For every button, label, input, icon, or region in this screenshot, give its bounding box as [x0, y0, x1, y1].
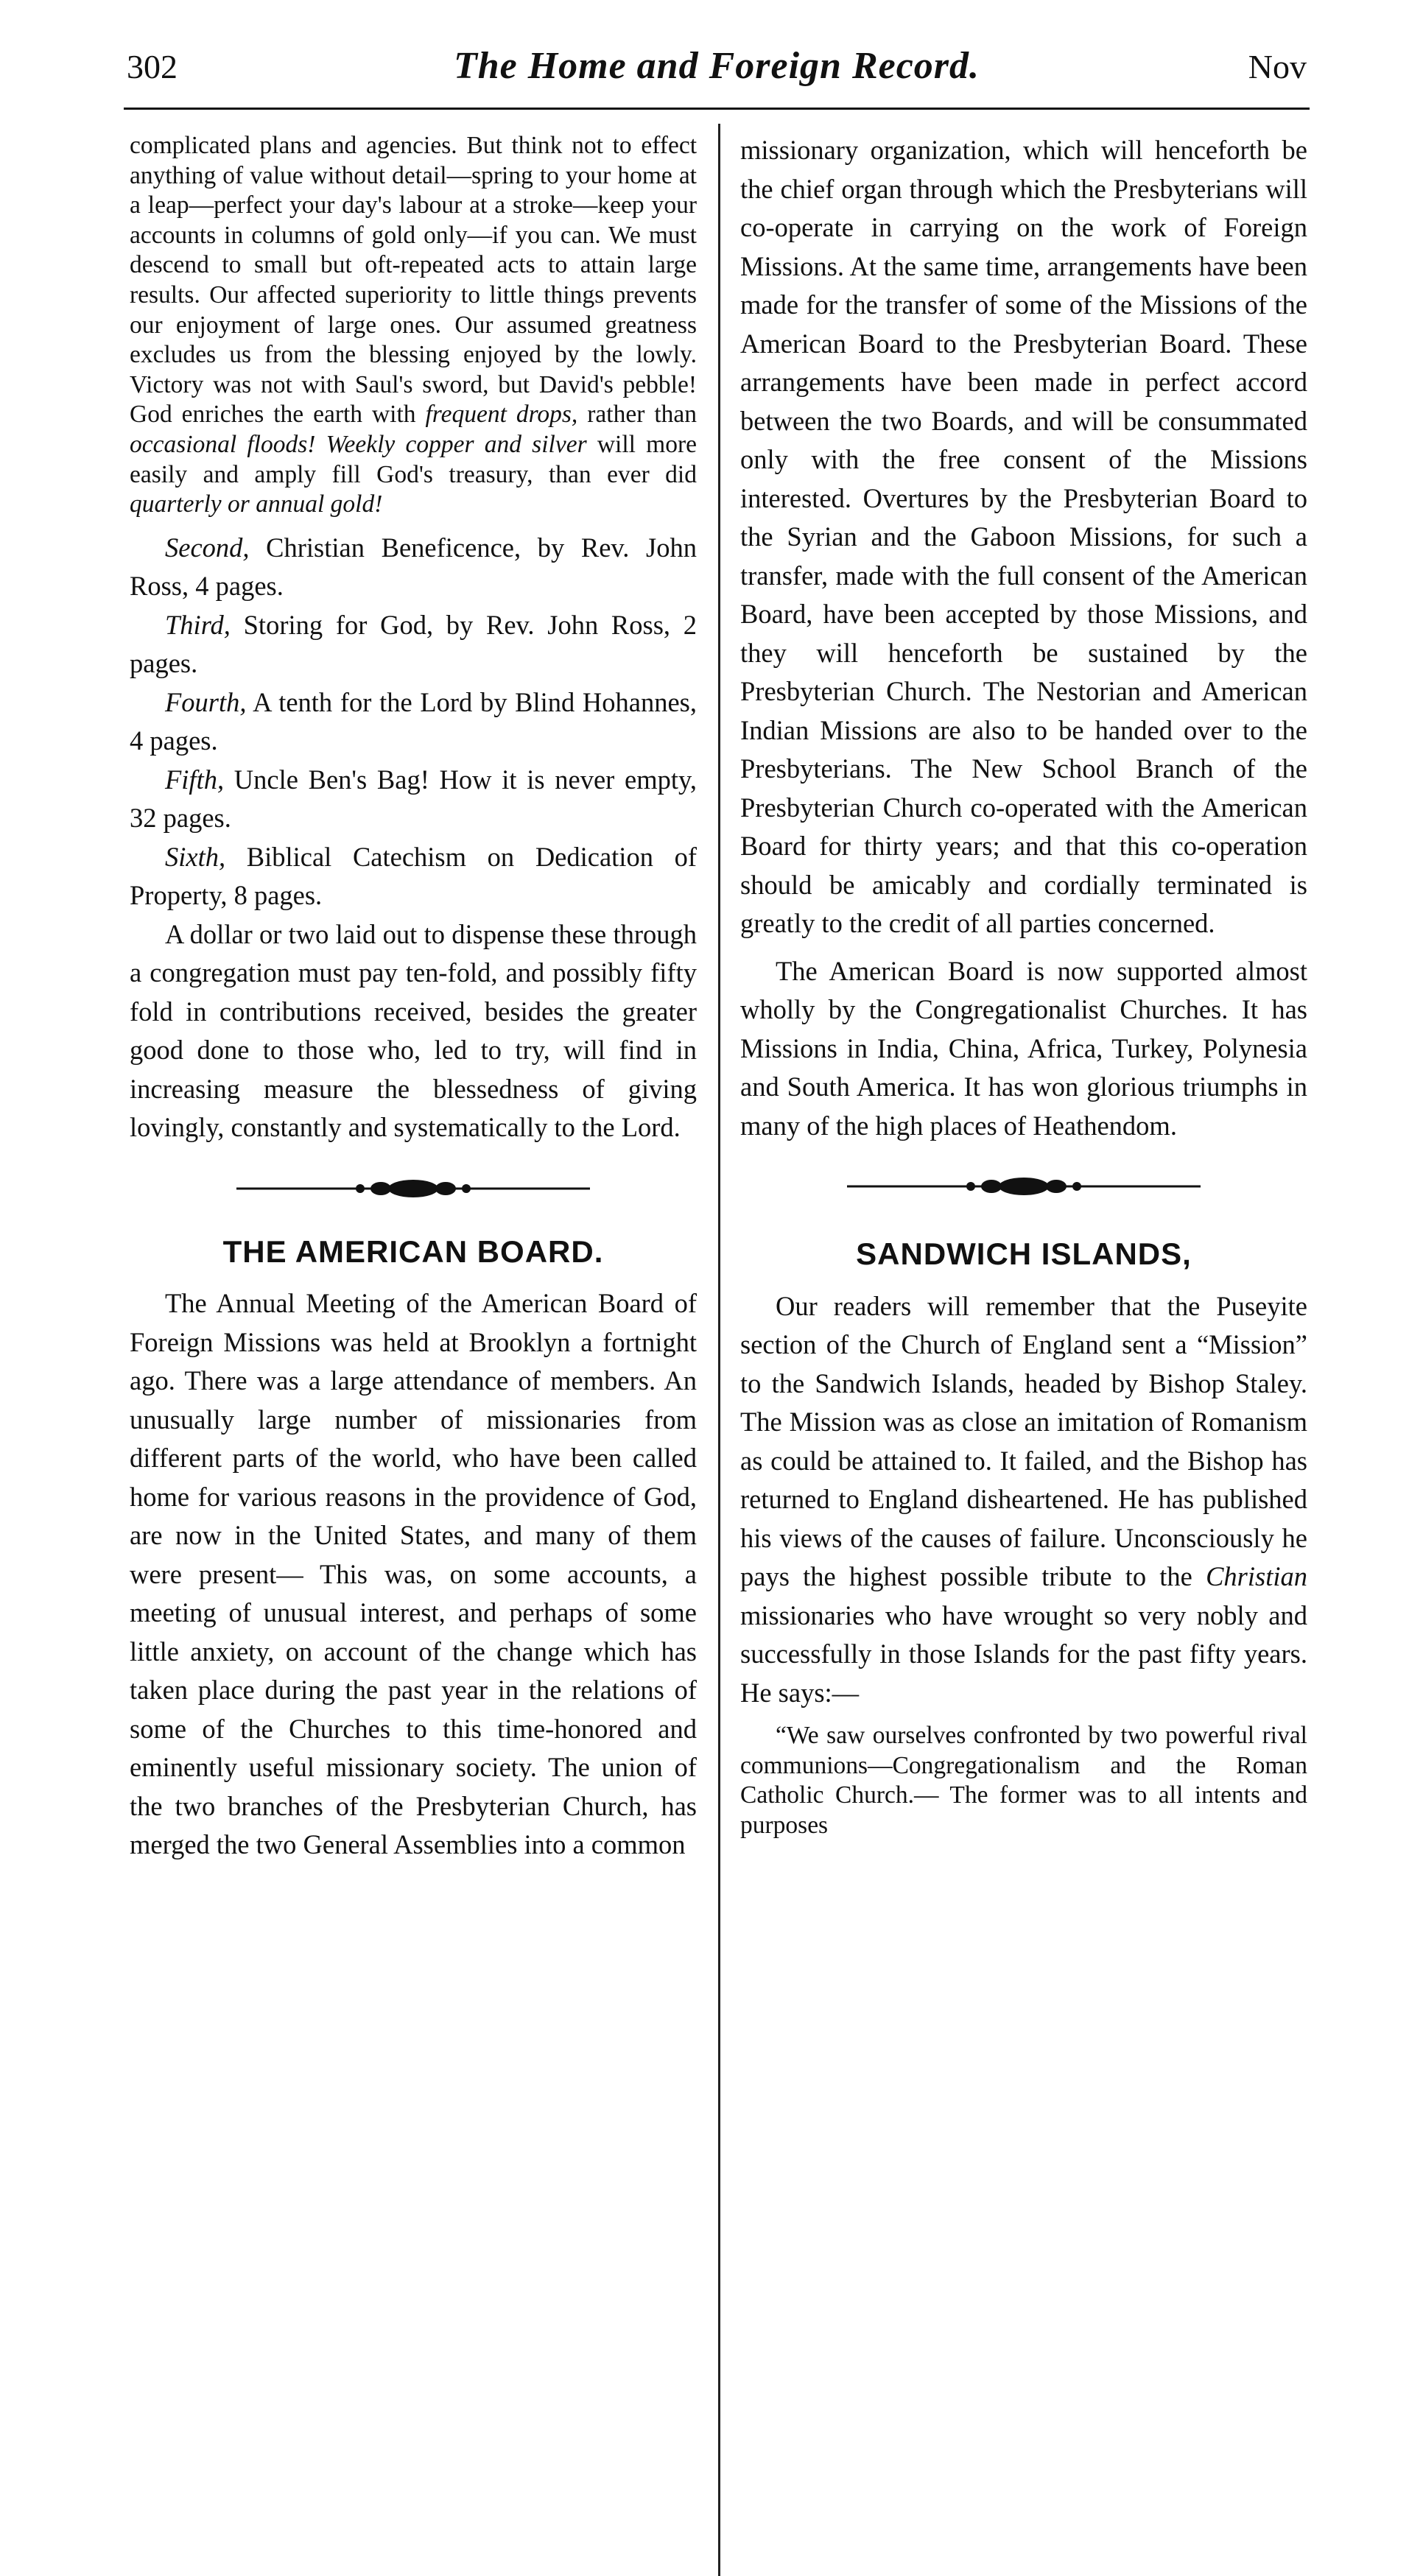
continuation-paragraph: missionary organization, which will henceforth be the chief organ through which the Presbyterians will co-operate in carrying on the work of Foreign Missions. At the same time, arrangements have been made for the transfer of some of the Missions of the American Board to the Presbyterian Board. These arrangements have been made in perfect accord between the two Boards, and will be consummated only with the free consent of the Missions interested. Overtures by the Presbyterian Board to the Syrian and the Gaboon Missions, for such a transfer, made with the full consent of the American Board, have been accepted by those Missions, and they will henceforth be sustained by the Presbyterian Church. The Nestorian and American Indian Missions are also to be handed over to the Presbyterians. The New School Branch of the Presbyterian Church co-operated with the American Board for thirty years; and that this co-operation should be amicably and cordially terminated is greatly to the credit of all parties concerned.	[740, 135, 1307, 938]
right-column	[740, 131, 1307, 1840]
issue-month: Nov	[1248, 48, 1307, 85]
left-column	[130, 131, 697, 1865]
closing-paragraph: A dollar or two laid out to dispense these through a congregation must pay ten-fold, and possibly fifty fold in contributions received, besides the greater good done to those who, led to try, will find in increasing measure the blessedness of giving lovingly, constantly and systematically to the Lord.	[130, 918, 697, 1143]
american-board-paragraph: The Annual Meeting of the American Board of Foreign Missions was held at Brooklyn a fortnight ago. There was a large attendance of members. An unusually large number of missionaries from different parts of the world, who have been called home for various reasons in the providence of God, are now in the United States, and many of them were present— This was, on some accounts, a meeting of unusual interest, and perhaps of some little anxiety, on account of the change which has taken place during the past year in the relations of some of the Churches to this time-honored and eminently useful missionary society. The union of the two branches of the Presbyterian Church, has merged the two General Assemblies into a common	[130, 1288, 697, 1860]
tract-item: Third, Storing for God, by Rev. John Ross, 2 pages.	[130, 609, 697, 679]
section-ornament	[847, 1164, 1201, 1208]
tract-item: Sixth, Biblical Catechism on Dedication of Property, 8 pages.	[130, 841, 697, 911]
sandwich-islands-paragraph: Our readers will remember that the Puseyite section of the Church of England sent a “Mission” to the Sandwich Islands, headed by Bishop Staley. The Mission was as close an imitation of Romanism as could be attained to. It failed, and the Bishop has returned to England disheartened. He has published his views of the causes of failure. Unconsciously he pays the highest possible tribute to the Christian missionaries who have wrought so very nobly and successfully in those Islands for the past fifty years. He says:—	[740, 1290, 1307, 1708]
quotation-paragraph: “We saw ourselves confronted by two powerful rival communions—Congregationalism and the Roman Catholic Church.— The former was to all intents and purposes	[740, 1722, 1307, 1839]
american-board-heading: THE AMERICAN BOARD.	[222, 1234, 604, 1269]
page-number: 302	[127, 48, 178, 85]
column-divider	[718, 124, 720, 2576]
tract-item: Fifth, Uncle Ben's Bag! How it is never empty, 32 pages.	[130, 764, 697, 834]
journal-title: The Home and Foreign Record.	[453, 45, 980, 87]
tract-item: Second, Christian Beneficence, by Rev. John Ross, 4 pages.	[130, 532, 697, 602]
sandwich-islands-heading: SANDWICH ISLANDS,	[856, 1236, 1192, 1271]
american-board-support-paragraph: The American Board is now supported almost wholly by the Congregationalist Churches. It has Missions in India, China, Africa, Turkey, Polynesia and South America. It has won glorious triumphs in many of the high places of Heathendom.	[740, 955, 1307, 1141]
opening-paragraph: complicated plans and agencies. But think not to effect anything of value without detail—spring to your home at a leap—perfect your day's labour at a stroke—keep your accounts in columns of gold only—if you can. We must descend to small but oft-repeated acts to attain large results. Our affected superiority to little things prevents our enjoyment of large ones. Our assumed greatness excludes us from the blessing enjoyed by the lowly. Victory was not with Saul's sword, but David's pebble! God enriches the earth with frequent drops, rather than occasional floods! Weekly copper and silver will more easily and amply fill God's treasury, than ever did quarterly or annual gold!	[130, 132, 697, 518]
tract-item: Fourth, A tenth for the Lord by Blind Hohannes, 4 pages.	[130, 686, 697, 756]
header-rule	[124, 108, 1310, 110]
section-ornament	[236, 1166, 590, 1211]
page-header	[124, 44, 1310, 96]
